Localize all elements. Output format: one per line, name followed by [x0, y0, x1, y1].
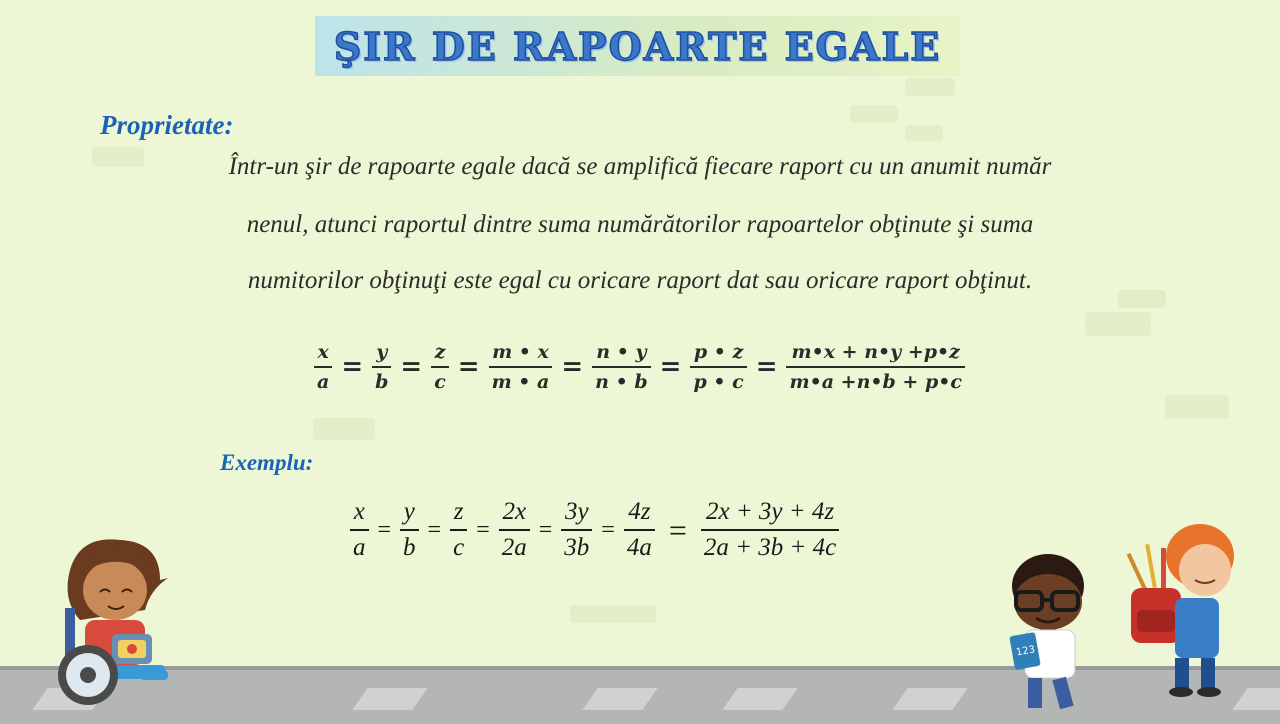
equals-sign: =	[457, 352, 480, 382]
fraction-bar	[431, 366, 449, 368]
equals-sign: =	[561, 352, 584, 382]
denominator: m • a	[491, 371, 550, 393]
denominator: p • c	[693, 371, 744, 393]
background-blob	[313, 418, 375, 440]
fraction-bar	[489, 366, 553, 368]
equals-sign: =	[755, 352, 778, 382]
denominator: a	[353, 534, 366, 561]
numerator: x	[353, 498, 365, 525]
fraction-bar	[624, 529, 655, 531]
property-line-2: nenul, atunci raportul dintre suma numărătorilor rapoartelor obţinute şi suma	[246, 211, 1034, 238]
fraction-bar	[314, 366, 332, 368]
numerator: m • x	[492, 341, 549, 363]
background-blob	[905, 125, 943, 141]
fraction	[372, 341, 391, 393]
equals-sign: =	[400, 352, 423, 382]
fraction	[450, 498, 467, 562]
title-banner	[315, 16, 960, 76]
boy-glasses-illustration	[1000, 552, 1100, 712]
general-formula	[314, 341, 965, 393]
background-blob	[570, 605, 656, 623]
numerator: y	[376, 341, 388, 363]
numerator: m•x + n•y +p•z	[791, 341, 960, 363]
fraction	[400, 498, 419, 562]
numerator: 3y	[564, 498, 589, 525]
numerator: 2x + 3y + 4z	[705, 498, 835, 525]
fraction-bar	[350, 529, 369, 531]
denominator: n • b	[595, 371, 648, 393]
fraction-bar	[450, 529, 467, 531]
denominator: c	[453, 534, 465, 561]
property-line-1: Într-un şir de rapoarte egale dacă se amplifică fiecare raport cu un anumit număr	[228, 153, 1052, 180]
equals-sign: =	[427, 516, 442, 543]
denominator: c	[434, 371, 446, 393]
fraction	[624, 498, 655, 562]
numerator: y	[403, 498, 415, 525]
fraction	[431, 341, 449, 393]
example-heading: Exemplu:	[220, 450, 314, 475]
equals-sign: =	[659, 352, 682, 382]
fraction	[314, 341, 332, 393]
denominator: 2a	[501, 534, 527, 561]
denominator: 4a	[626, 534, 652, 561]
denominator: m•a +n•b + p•c	[789, 371, 962, 393]
girl-wheelchair-illustration	[40, 530, 190, 710]
boy-backpack-illustration	[1125, 518, 1250, 698]
fraction-bar	[786, 366, 964, 368]
equals-sign: =	[538, 516, 553, 543]
equals-sign: =	[601, 516, 615, 543]
denominator: a	[317, 371, 330, 393]
denominator: b	[375, 371, 389, 393]
fraction-bar	[701, 529, 839, 531]
fraction-bar	[400, 529, 419, 531]
sum-fraction	[786, 341, 964, 393]
fraction-bar	[372, 366, 391, 368]
numerator: n • y	[596, 341, 647, 363]
background-blob	[905, 78, 955, 96]
denominator: 3b	[564, 534, 590, 561]
fraction	[592, 341, 650, 393]
example-formula	[350, 498, 839, 562]
fraction-bar	[561, 529, 592, 531]
denominator: b	[403, 534, 416, 561]
background-blob	[850, 105, 898, 123]
fraction	[350, 498, 369, 562]
equals-sign: =	[341, 352, 364, 382]
numerator: x	[317, 341, 329, 363]
fraction-bar	[499, 529, 530, 531]
fraction	[561, 498, 592, 562]
book-label: 123	[1015, 644, 1036, 659]
fraction	[499, 498, 530, 562]
numerator: 4z	[628, 498, 651, 525]
background-blob	[1085, 312, 1151, 336]
equals-sign: =	[668, 511, 687, 548]
property-heading: Proprietate:	[100, 110, 234, 140]
fraction-bar	[690, 366, 746, 368]
sum-fraction	[701, 498, 839, 562]
equals-sign: =	[377, 516, 392, 543]
page-title: ŞIR DE RAPOARTE EGALE	[333, 23, 942, 69]
fraction	[489, 341, 553, 393]
numerator: 2x	[502, 498, 527, 525]
property-line-3: numitorilor obţinuţi este egal cu oricare raport dat sau oricare raport obţinut.	[247, 267, 1033, 294]
numerator: z	[434, 341, 446, 363]
denominator: 2a + 3b + 4c	[703, 534, 837, 561]
numerator: p • z	[693, 341, 744, 363]
background-blob	[1165, 395, 1229, 419]
equals-sign: =	[476, 516, 490, 543]
fraction	[690, 341, 746, 393]
fraction-bar	[592, 366, 650, 368]
numerator: z	[453, 498, 464, 525]
